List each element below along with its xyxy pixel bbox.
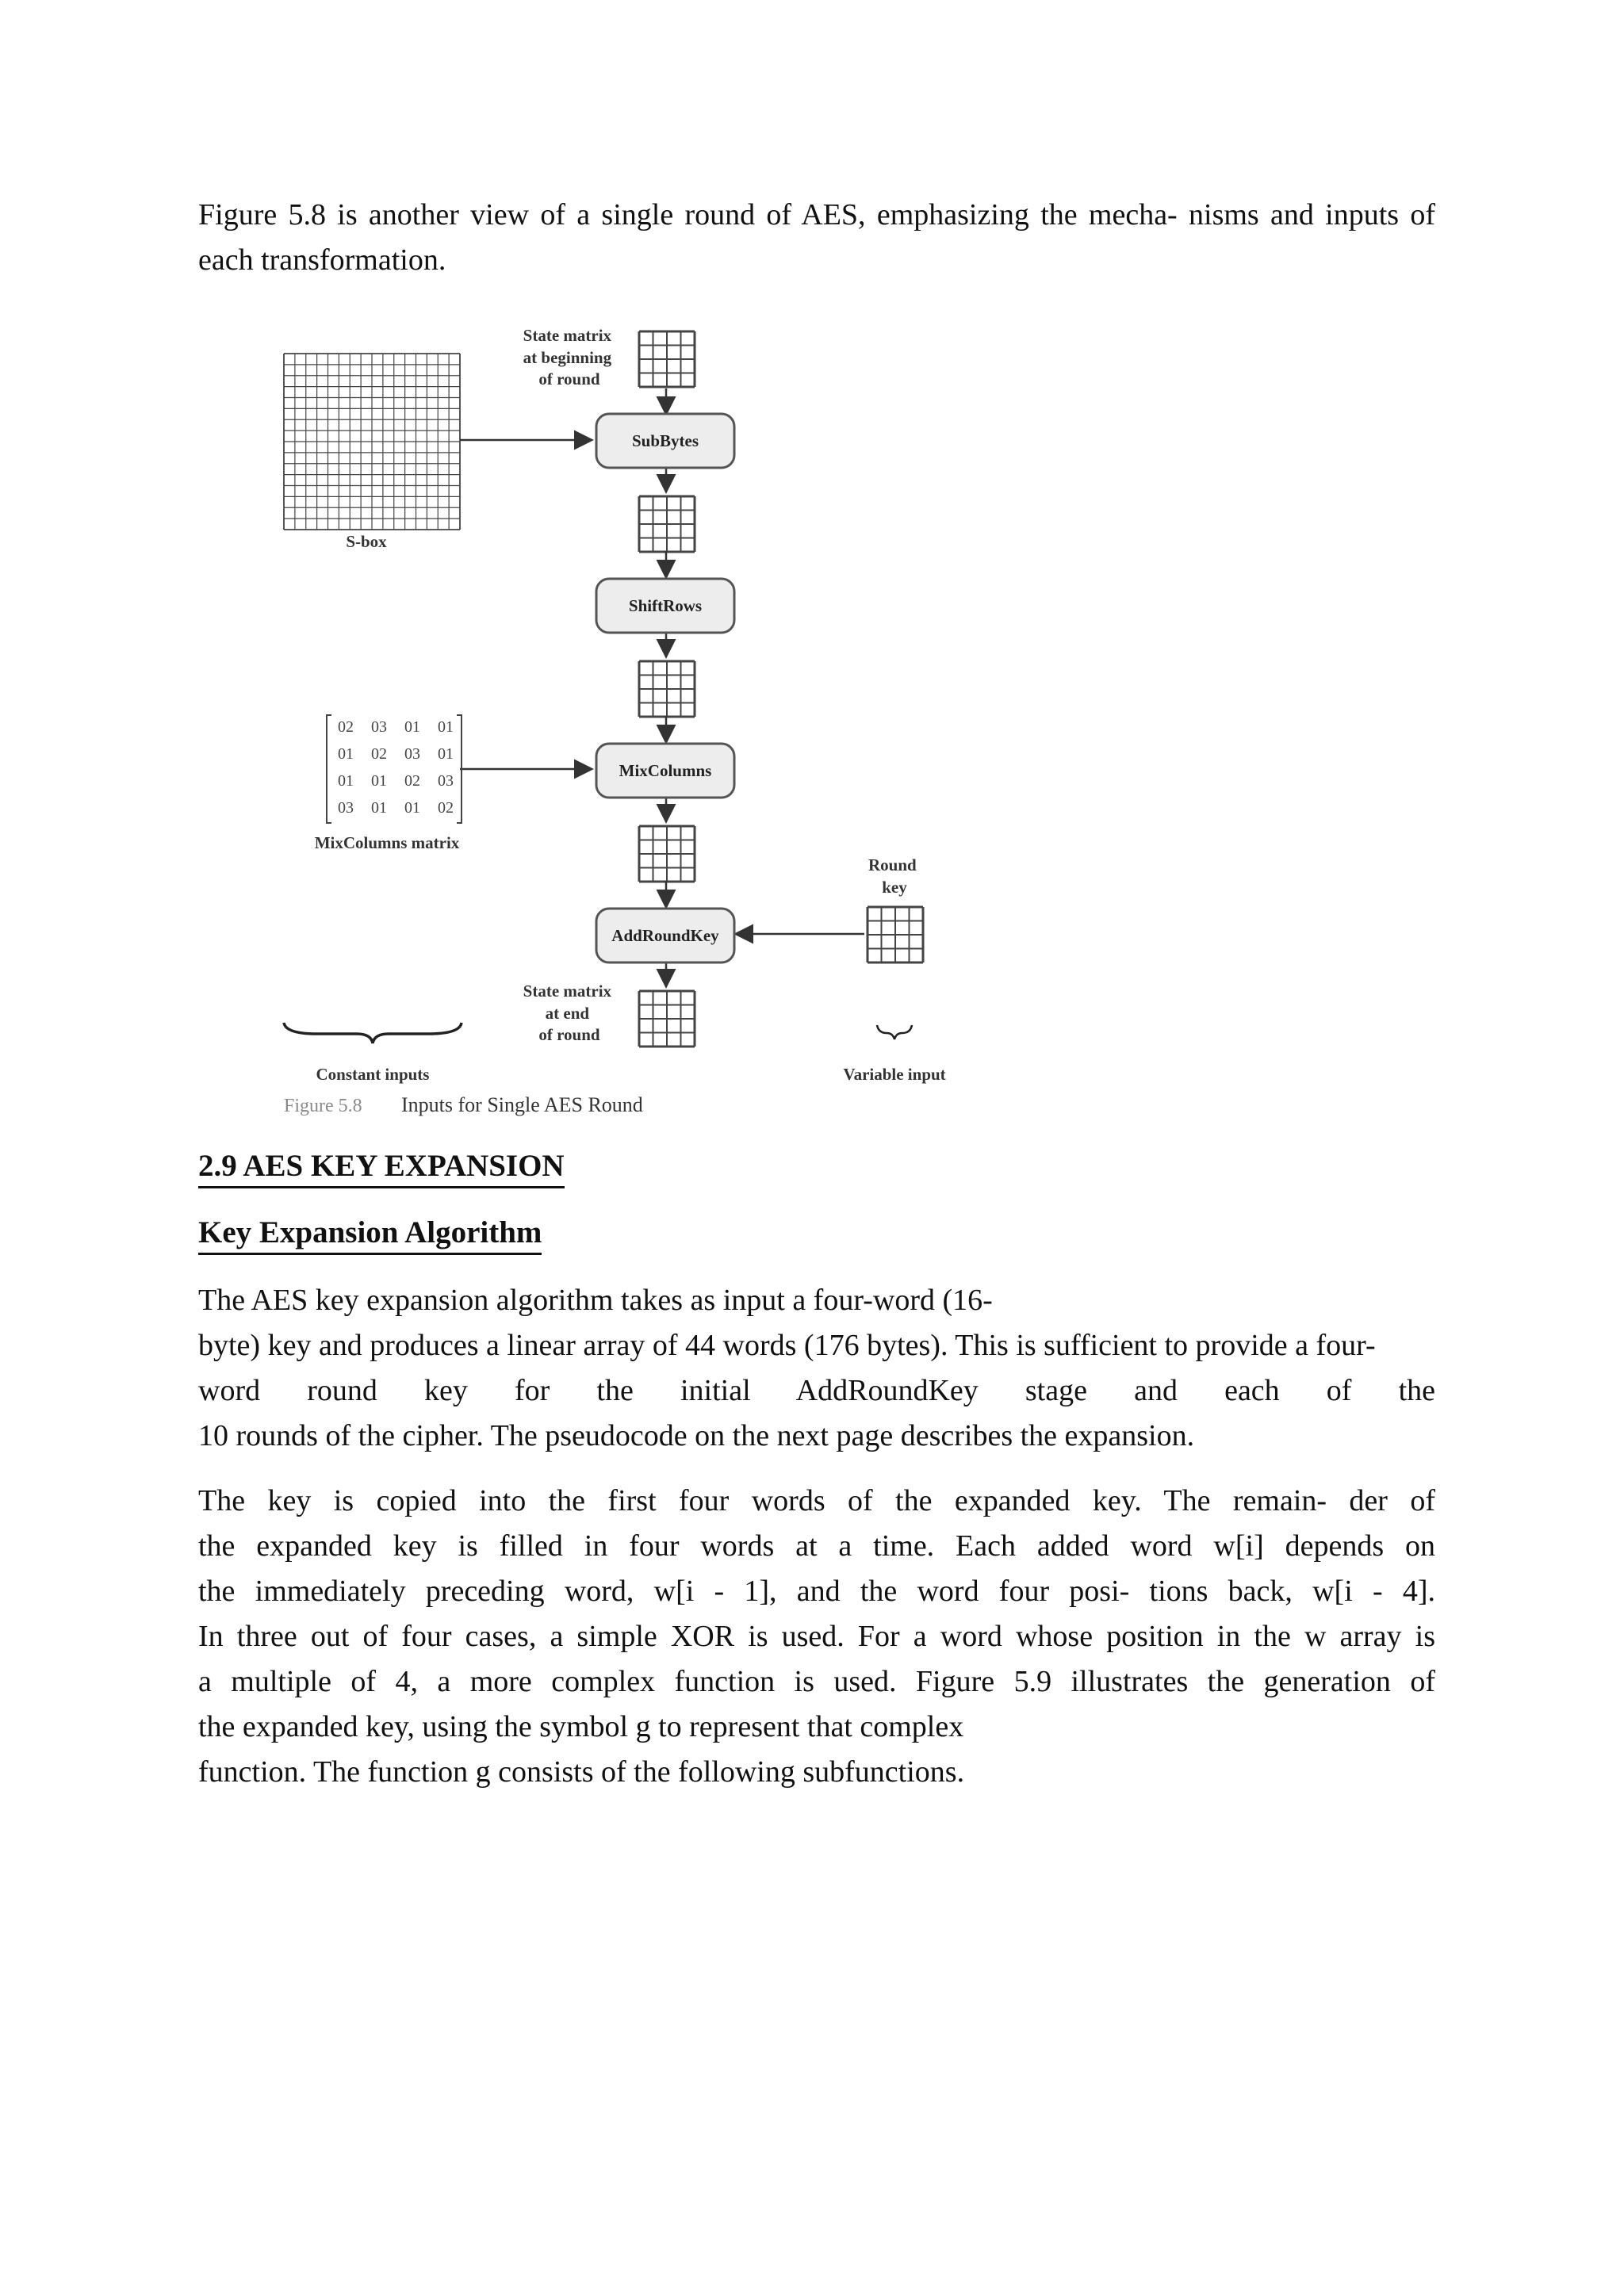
para2-line-6: the expanded key, using the symbol g to represent that complex xyxy=(198,1710,964,1743)
constant-inputs-label: Constant inputs xyxy=(316,1065,430,1084)
section-heading: 2.9 AES KEY EXPANSION xyxy=(198,1148,565,1188)
state-end-label: State matrix at end of round xyxy=(523,982,612,1044)
sub-heading: Key Expansion Algorithm xyxy=(198,1215,542,1255)
mix-cell: 02 xyxy=(438,799,454,817)
sbox-label: S-box xyxy=(346,532,387,551)
mixcolumns-matrix xyxy=(327,715,462,823)
para2-line-7: function. The function g consists of the following subfunctions. xyxy=(198,1755,965,1789)
shiftrows-label: ShiftRows xyxy=(628,596,703,615)
para2-line-4: In three out of four cases, a simple XOR is used. For a word whose position in the w array is xyxy=(198,1620,1435,1653)
para2-line-3: the immediately preceding word, w[i - 1], and the word four posi- tions back, w[i - 4]. xyxy=(198,1575,1435,1608)
addroundkey-label: AddRoundKey xyxy=(611,926,719,945)
para2-line-5: a multiple of 4, a more complex function is used. Figure 5.9 illustrates the generation of xyxy=(198,1665,1435,1698)
mixcolumns-matrix-label: MixColumns matrix xyxy=(314,833,460,852)
mix-cell: 03 xyxy=(371,718,387,736)
mix-cell: 01 xyxy=(371,799,387,817)
mix-cell: 01 xyxy=(371,772,387,790)
mix-cell: 02 xyxy=(371,745,387,763)
constant-brace xyxy=(284,1023,462,1043)
subbytes-label: SubBytes xyxy=(631,431,699,450)
para1-line-3: word round key for the initial AddRoundKey stage and each of the xyxy=(198,1374,1435,1407)
state-grid-2 xyxy=(639,496,695,552)
mix-cell: 02 xyxy=(404,772,420,790)
round-key-grid xyxy=(868,907,923,962)
mix-cell: 03 xyxy=(404,745,420,763)
mix-cell: 01 xyxy=(438,745,454,763)
para2-line-2: the expanded key is filled in four words at a time. Each added word w[i] depends on xyxy=(198,1529,1435,1563)
key-expansion-paragraph-1 xyxy=(198,1278,1435,1459)
round-key-label: Round key xyxy=(868,855,917,897)
state-grid-5 xyxy=(639,991,695,1047)
state-grid-1 xyxy=(639,331,695,387)
mix-cell: 02 xyxy=(338,718,354,736)
mix-cell: 01 xyxy=(338,772,354,790)
mix-cell: 01 xyxy=(438,718,454,736)
aes-round-figure xyxy=(270,317,983,1126)
state-grid-4 xyxy=(639,826,695,882)
sbox-matrix xyxy=(284,354,460,530)
key-expansion-paragraph-2 xyxy=(198,1479,1435,1795)
figure-caption-number: Figure 5.8 xyxy=(284,1096,362,1116)
para2-line-1: The key is copied into the first four words of the expanded key. The remain- der of xyxy=(198,1484,1435,1517)
mixcolumns-label: MixColumns xyxy=(619,761,712,780)
para1-line-4: 10 rounds of the cipher. The pseudocode on the next page describes the expansion. xyxy=(198,1419,1195,1452)
mix-cell: 01 xyxy=(338,745,354,763)
sbox-grid xyxy=(284,354,460,530)
intro-line-1: Figure 5.8 is another view of a single round of AES, emphasizing the mecha- nisms and inputs of xyxy=(198,198,1435,232)
para1-line-1: The AES key expansion algorithm takes as input a four-word (16- xyxy=(198,1284,993,1317)
mix-cell: 01 xyxy=(404,718,420,736)
mix-cell: 03 xyxy=(438,772,454,790)
variable-brace xyxy=(877,1025,912,1039)
mix-cell: 01 xyxy=(404,799,420,817)
figure-caption-text: Inputs for Single AES Round xyxy=(401,1093,643,1116)
state-grid-3 xyxy=(639,661,695,717)
state-begin-label: State matrix at beginning of round xyxy=(523,326,612,388)
para1-line-2: byte) key and produces a linear array of 44 words (176 bytes). This is sufficient to provide a four- xyxy=(198,1329,1376,1362)
intro-line-2: each transformation. xyxy=(198,243,446,277)
variable-input-label: Variable input xyxy=(843,1065,946,1084)
mix-cell: 03 xyxy=(338,799,354,817)
intro-paragraph xyxy=(198,193,1435,283)
